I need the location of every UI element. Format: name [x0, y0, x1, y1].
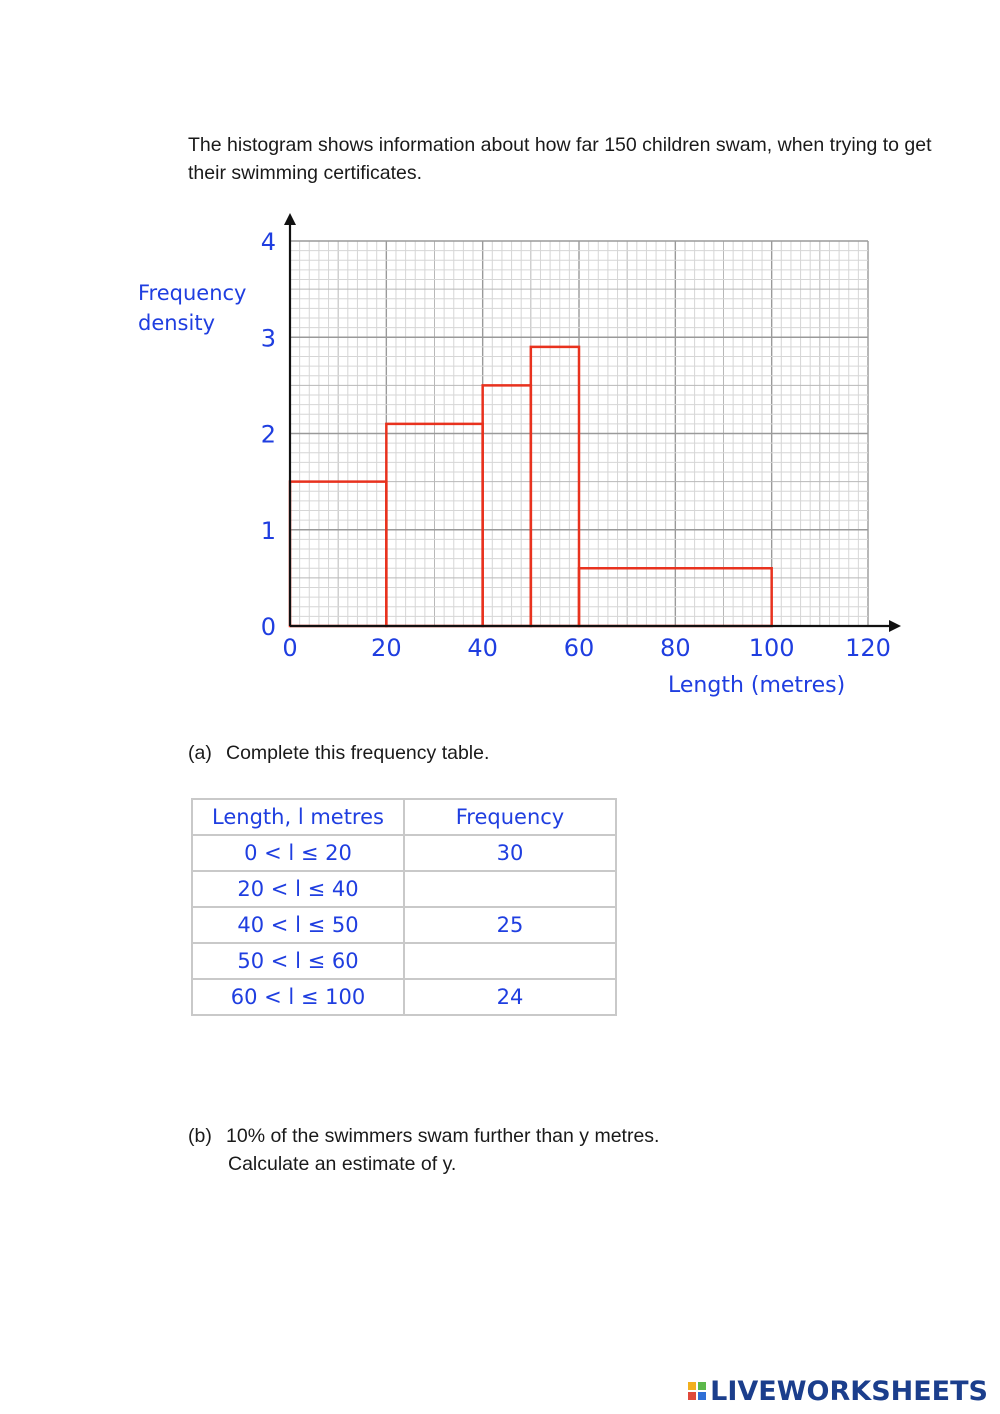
frequency-input-cell[interactable] — [404, 943, 616, 979]
part-a-tag: (a) — [188, 742, 212, 764]
x-tick-label: 0 — [282, 634, 298, 662]
y-axis-arrow-icon — [284, 213, 296, 225]
liveworksheets-logo — [688, 1376, 988, 1406]
length-cell: 20 < l ≤ 40 — [192, 871, 404, 907]
x-axis-arrow-icon — [889, 620, 901, 632]
part-b-line2: Calculate an estimate of y. — [228, 1153, 457, 1175]
frequency-cell: 25 — [404, 907, 616, 943]
part-b-line1: 10% of the swimmers swam further than y metres. — [226, 1125, 660, 1147]
part-a-question — [188, 739, 489, 767]
y-axis-label-line1: Frequency — [138, 281, 247, 305]
y-tick-label: 2 — [260, 420, 276, 449]
part-b-tag: (b) — [188, 1125, 212, 1147]
length-cell: 0 < l ≤ 20 — [192, 835, 404, 871]
y-tick-label: 1 — [260, 516, 276, 545]
table-header-row — [192, 799, 616, 835]
x-tick-label: 120 — [845, 634, 891, 662]
table-row — [192, 907, 616, 943]
part-a-text: Complete this frequency table. — [226, 742, 490, 764]
x-tick-label: 40 — [467, 634, 498, 662]
y-tick-label: 3 — [260, 324, 276, 353]
frequency-cell: 30 — [404, 835, 616, 871]
y-tick-label: 4 — [260, 228, 276, 256]
x-tick-label: 80 — [660, 634, 691, 662]
frequency-cell: 24 — [404, 979, 616, 1015]
frequency-table — [191, 798, 617, 1016]
histogram-bar — [531, 347, 579, 626]
table-row — [192, 979, 616, 1015]
histogram-bars — [290, 347, 772, 626]
histogram-bar — [483, 385, 531, 626]
x-axis-label: Length (metres) — [668, 673, 846, 698]
length-cell: 60 < l ≤ 100 — [192, 979, 404, 1015]
table-row — [192, 943, 616, 979]
x-tick-label: 20 — [371, 634, 402, 662]
header-length: Length, l metres — [192, 799, 404, 835]
intro-text: The histogram shows information about how far 150 children swam, when trying to get their swimming certificates. — [188, 134, 932, 184]
x-tick-label: 60 — [563, 634, 595, 662]
logo-text: LIVEWORKSHEETS — [710, 1375, 988, 1407]
length-cell: 50 < l ≤ 60 — [192, 943, 404, 979]
x-tick-label: 100 — [748, 634, 795, 662]
length-cell: 40 < l ≤ 50 — [192, 907, 404, 943]
part-b-question — [188, 1122, 659, 1178]
logo-icon — [688, 1382, 706, 1400]
header-frequency: Frequency — [404, 799, 616, 835]
frequency-input-cell[interactable] — [404, 871, 616, 907]
y-axis-label-line2: density — [138, 311, 215, 335]
table-row — [192, 835, 616, 871]
table-row — [192, 871, 616, 907]
y-tick-label: 0 — [260, 613, 276, 641]
